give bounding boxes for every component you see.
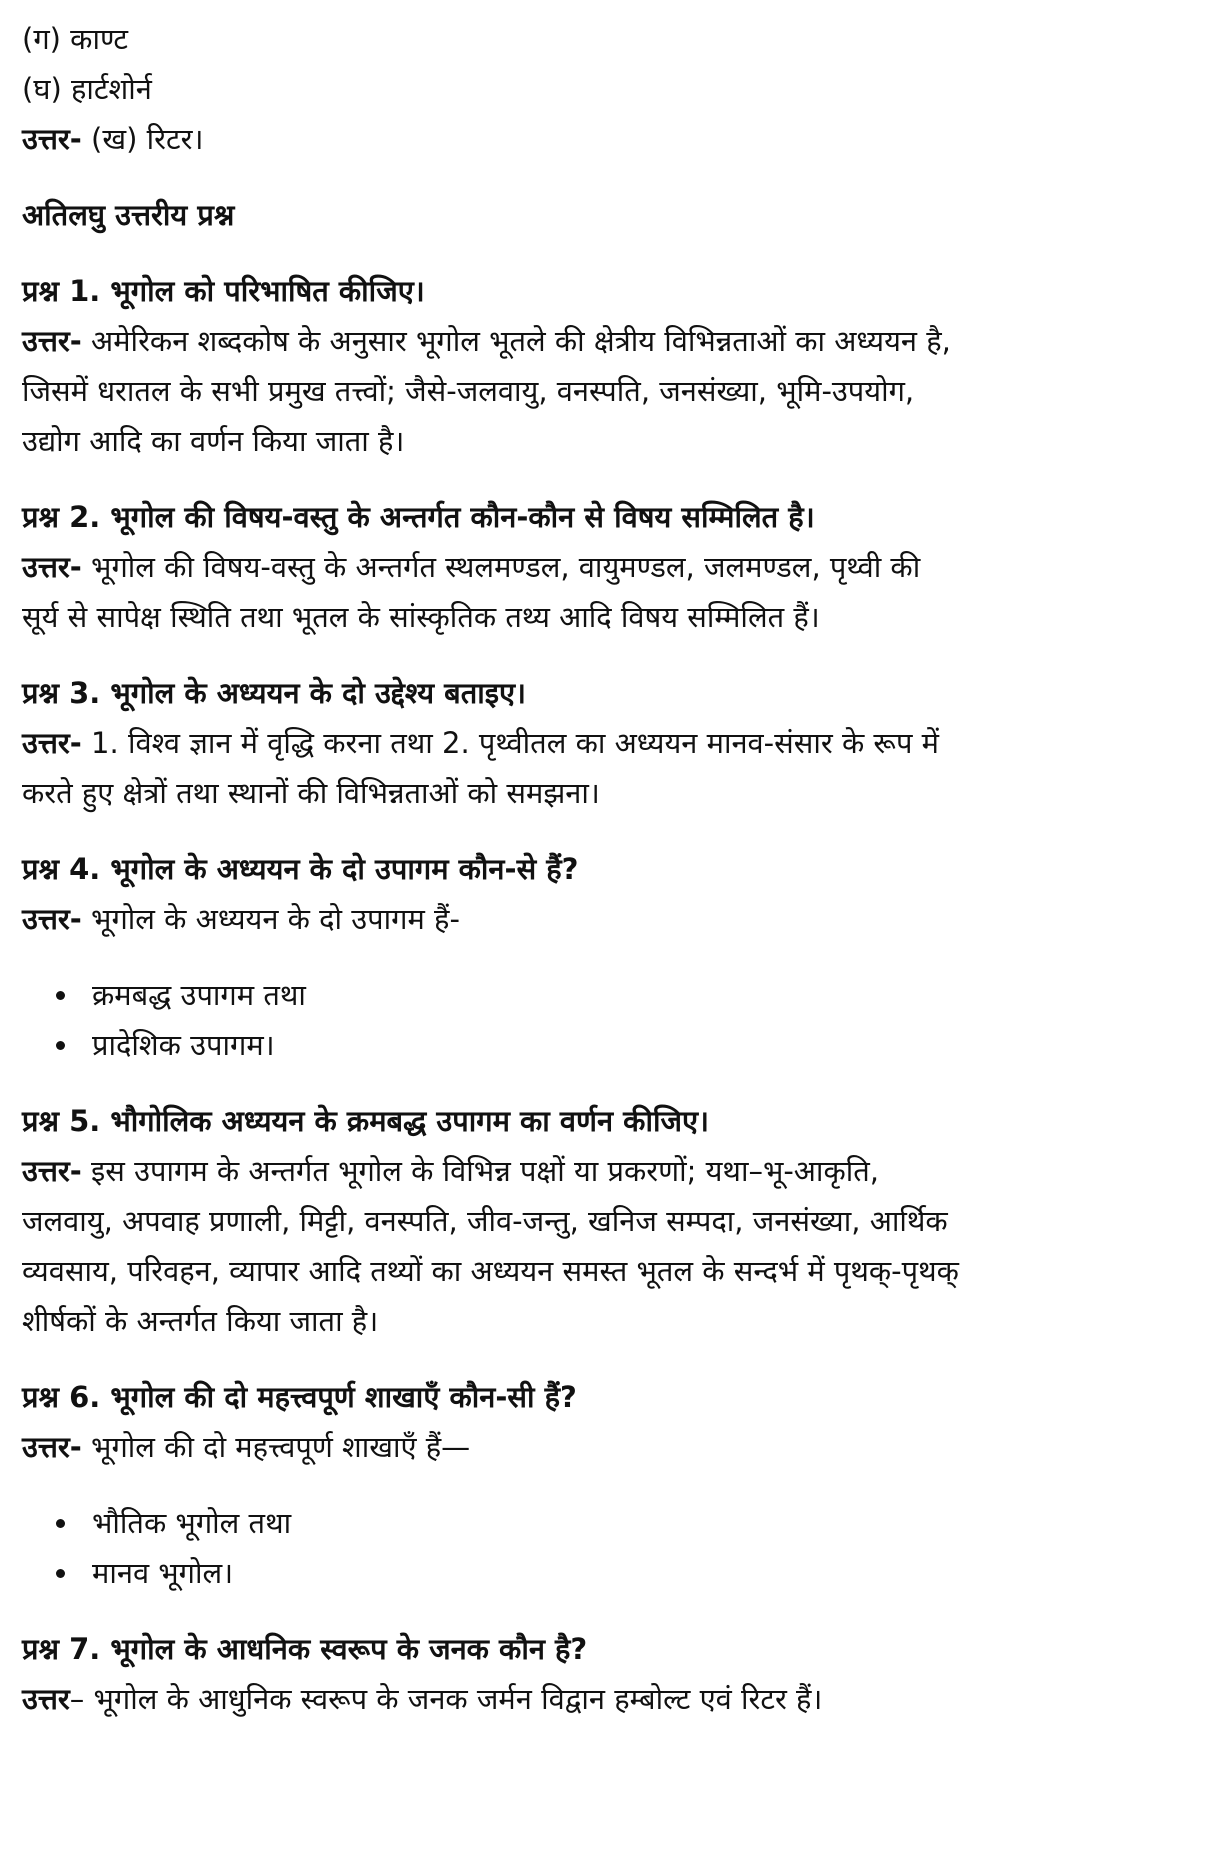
answer-label: उत्तर- bbox=[22, 902, 82, 936]
question-3: प्रश्न 3. भूगोल के अध्ययन के दो उद्देश्य बताइए। bbox=[22, 676, 527, 710]
answer-5-line-1 bbox=[22, 1146, 1207, 1196]
list-item-text: भौतिक भूगोल तथा bbox=[92, 1506, 292, 1540]
answer-label: उत्तर- bbox=[22, 324, 82, 358]
answer-1-line-3: उद्योग आदि का वर्णन किया जाता है। bbox=[22, 424, 405, 458]
list-item bbox=[92, 1020, 1207, 1070]
bullet-icon bbox=[56, 1519, 65, 1528]
answer-text: भूगोल के अध्ययन के दो उपागम हैं- bbox=[81, 902, 460, 936]
list-item bbox=[92, 1548, 1207, 1598]
answer-label: उत्तर- bbox=[22, 1154, 82, 1188]
answer-3-line-1 bbox=[22, 718, 1207, 768]
question-2: प्रश्न 2. भूगोल की विषय-वस्तु के अन्तर्गत कौन-कौन से विषय सम्मिलित है। bbox=[22, 500, 815, 534]
question-1: प्रश्न 1. भूगोल को परिभाषित कीजिए। bbox=[22, 274, 425, 308]
list-item-text: मानव भूगोल। bbox=[92, 1556, 234, 1590]
answer-text: इस उपागम के अन्तर्गत भूगोल के विभिन्न पक्षों या प्रकरणों; यथा–भू-आकृति, bbox=[81, 1154, 879, 1188]
answer-label: उत्तर- bbox=[22, 122, 82, 156]
answer-5-line-3: व्यवसाय, परिवहन, व्यापार आदि तथ्यों का अध्ययन समस्त भूतल के सन्दर्भ में पृथक्-पृथक् bbox=[22, 1254, 959, 1288]
answer-label: उत्तर bbox=[22, 1682, 70, 1716]
answer-1-line-2: जिसमें धरातल के सभी प्रमुख तत्त्वों; जैसे-जलवायु, वनस्पति, जनसंख्या, भूमि-उपयोग, bbox=[22, 374, 915, 408]
answer-3-line-2: करते हुए क्षेत्रों तथा स्थानों की विभिन्नताओं को समझना। bbox=[22, 776, 600, 810]
question-5: प्रश्न 5. भौगोलिक अध्ययन के क्रमबद्ध उपागम का वर्णन कीजिए। bbox=[22, 1104, 710, 1138]
option-g: (ग) काण्ट bbox=[22, 22, 129, 56]
answer-label: उत्तर- bbox=[22, 1430, 82, 1464]
answer-4-line-1 bbox=[22, 894, 1207, 944]
answer-label: उत्तर- bbox=[22, 550, 82, 584]
answer-1-line-1 bbox=[22, 316, 1207, 366]
answer-7-line-1 bbox=[22, 1674, 1207, 1724]
answer-6-list bbox=[22, 1498, 1207, 1598]
answer-text: (ख) रिटर। bbox=[81, 122, 204, 156]
question-7: प्रश्न 7. भूगोल के आधनिक स्वरूप के जनक कौन है? bbox=[22, 1632, 588, 1666]
list-item-text: क्रमबद्ध उपागम तथा bbox=[92, 978, 306, 1012]
question-4: प्रश्न 4. भूगोल के अध्ययन के दो उपागम कौन-से हैं? bbox=[22, 852, 579, 886]
answer-5-line-2: जलवायु, अपवाह प्रणाली, मिट्टी, वनस्पति, जीव-जन्तु, खनिज सम्पदा, जनसंख्या, आर्थिक bbox=[22, 1204, 948, 1238]
bullet-icon bbox=[56, 1041, 65, 1050]
list-item-text: प्रादेशिक उपागम। bbox=[92, 1028, 275, 1062]
answer-4-list bbox=[22, 970, 1207, 1070]
list-item bbox=[92, 1498, 1207, 1548]
answer-text: भूगोल की विषय-वस्तु के अन्तर्गत स्थलमण्डल, वायुमण्डल, जलमण्डल, पृथ्वी की bbox=[81, 550, 921, 584]
answer-label: उत्तर- bbox=[22, 726, 82, 760]
answer-text: 1. विश्व ज्ञान में वृद्धि करना तथा 2. पृथ्वीतल का अध्ययन मानव-संसार के रूप में bbox=[81, 726, 940, 760]
section-title: अतिलघु उत्तरीय प्रश्न bbox=[22, 198, 235, 232]
option-gh: (घ) हार्टशोर्न bbox=[22, 72, 152, 106]
top-answer bbox=[22, 114, 1207, 164]
answer-text: अमेरिकन शब्दकोष के अनुसार भूगोल भूतले की क्षेत्रीय विभिन्नताओं का अध्ययन है, bbox=[81, 324, 951, 358]
answer-2-line-2: सूर्य से सापेक्ष स्थिति तथा भूतल के सांस्कृतिक तथ्य आदि विषय सम्मिलित हैं। bbox=[22, 600, 820, 634]
answer-6-line-1 bbox=[22, 1422, 1207, 1472]
list-item bbox=[92, 970, 1207, 1020]
answer-text: भूगोल की दो महत्त्वपूर्ण शाखाएँ हैं— bbox=[81, 1430, 471, 1464]
answer-5-line-4: शीर्षकों के अन्तर्गत किया जाता है। bbox=[22, 1304, 379, 1338]
answer-text: – भूगोल के आधुनिक स्वरूप के जनक जर्मन विद्वान हम्बोल्ट एवं रिटर हैं। bbox=[69, 1682, 823, 1716]
question-6: प्रश्न 6. भूगोल की दो महत्त्वपूर्ण शाखाएँ कौन-सी हैं? bbox=[22, 1380, 577, 1414]
answer-2-line-1 bbox=[22, 542, 1207, 592]
bullet-icon bbox=[56, 991, 65, 1000]
bullet-icon bbox=[56, 1569, 65, 1578]
